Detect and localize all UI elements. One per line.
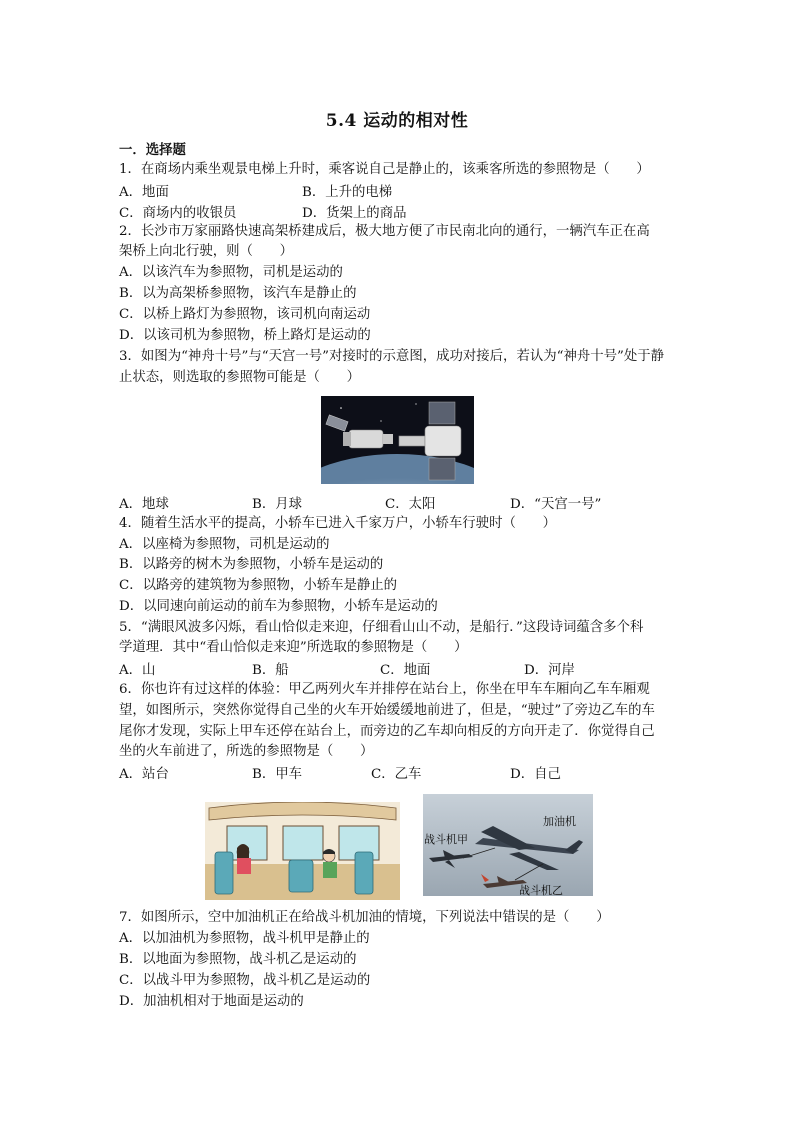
q7-option-b: B．以地面为参照物，战斗机乙是运动的 <box>119 952 357 967</box>
question-2-stem-line2: 架桥上向北行驶，则（ ） <box>119 244 294 259</box>
question-1-stem: 1．在商场内乘坐观景电梯上升时，乘客说自己是静止的，该乘客所选的参照物是（ ） <box>119 162 650 177</box>
q2-option-d: D．以该司机为参照物，桥上路灯是运动的 <box>119 328 371 343</box>
question-6-stem-line2: 望，如图所示，突然你觉得自己坐的火车开始缓缓地前进了，但是，“驶过”了旁边乙车的车 <box>119 703 655 718</box>
q2-option-a: A．以该汽车为参照物，司机是运动的 <box>119 265 343 280</box>
q6-option-c: C．乙车 <box>371 767 422 782</box>
q3-option-d: D．“天宫一号” <box>510 497 602 512</box>
section-heading: 一．选择题 <box>119 142 186 158</box>
q6-option-b: B．甲车 <box>252 767 303 782</box>
spacecraft-docking-illustration <box>321 396 474 484</box>
q1-option-a: A．地面 <box>119 185 169 200</box>
q1-option-b: B．上升的电梯 <box>302 185 393 200</box>
train-interior-figure <box>205 802 400 900</box>
question-6-stem-line3: 尾你才发现，实际上甲车还停在站台上，而旁边的乙车却向相反的方向开走了．你觉得自己 <box>119 724 655 739</box>
question-3-stem-line2: 止状态，则选取的参照物可能是（ ） <box>119 370 361 385</box>
q5-option-d: D．河岸 <box>524 663 575 678</box>
fighter-b-label: 战斗机乙 <box>519 884 563 896</box>
tanker-label: 加油机 <box>543 815 576 828</box>
spacecraft-docking-figure <box>321 396 474 484</box>
q5-option-c: C．地面 <box>380 663 431 678</box>
question-2-stem-line1: 2．长沙市万家丽路快速高架桥建成后，极大地方便了市民南北向的通行，一辆汽车正在高 <box>119 224 650 239</box>
q3-option-b: B．月球 <box>252 497 303 512</box>
question-6-stem-line4: 坐的火车前进了，所选的参照物是（ ） <box>119 744 374 759</box>
question-3-stem-line1: 3．如图为“神舟十号”与“天宫一号”对接时的示意图，成功对接后，若认为“神舟十号”处于静 <box>119 349 665 364</box>
q7-option-c: C．以战斗甲为参照物，战斗机乙是运动的 <box>119 973 371 988</box>
q4-option-a: A．以座椅为参照物，司机是运动的 <box>119 537 330 552</box>
q4-option-c: C．以路旁的建筑物为参照物，小轿车是静止的 <box>119 578 398 593</box>
q3-option-a: A．地球 <box>119 497 169 512</box>
q5-option-a: A．山 <box>119 663 156 678</box>
q7-option-d: D．加油机相对于地面是运动的 <box>119 994 304 1009</box>
page-title: 5.4 运动的相对性 <box>325 111 469 131</box>
aerial-refueling-figure <box>423 794 593 896</box>
q4-option-d: D．以同速向前运动的前车为参照物，小轿车是运动的 <box>119 599 438 614</box>
question-5-stem-line2: 学道理．其中“看山恰似走来迎”所选取的参照物是（ ） <box>119 640 468 655</box>
q1-option-d: D．货架上的商品 <box>302 206 407 221</box>
q2-option-c: C．以桥上路灯为参照物，该司机向南运动 <box>119 307 371 322</box>
q6-option-a: A．站台 <box>119 767 169 782</box>
question-4-stem: 4．随着生活水平的提高，小轿车已进入千家万户，小轿车行驶时（ ） <box>119 516 557 531</box>
question-5-stem-line1: 5．“满眼风波多闪烁，看山恰似走来迎，仔细看山山不动，是船行．”这段诗词蕴含多个科 <box>119 620 644 635</box>
q1-option-c: C．商场内的收银员 <box>119 206 237 221</box>
q7-option-a: A．以加油机为参照物，战斗机甲是静止的 <box>119 931 370 946</box>
q3-option-c: C．太阳 <box>385 497 436 512</box>
q4-option-b: B．以路旁的树木为参照物，小轿车是运动的 <box>119 557 384 572</box>
q2-option-b: B．以为高架桥参照物，该汽车是静止的 <box>119 286 357 301</box>
q5-option-b: B．船 <box>252 663 289 678</box>
q6-option-d: D．自己 <box>510 767 561 782</box>
fighter-a-label: 战斗机甲 <box>424 833 468 846</box>
question-6-stem-line1: 6．你也许有过这样的体验：甲乙两列火车并排停在站台上，你坐在甲车车厢向乙车车厢观 <box>119 682 650 697</box>
question-7-stem: 7．如图所示，空中加油机正在给战斗机加油的情境，下列说法中错误的是（ ） <box>119 910 610 925</box>
train-interior-illustration <box>205 802 400 900</box>
